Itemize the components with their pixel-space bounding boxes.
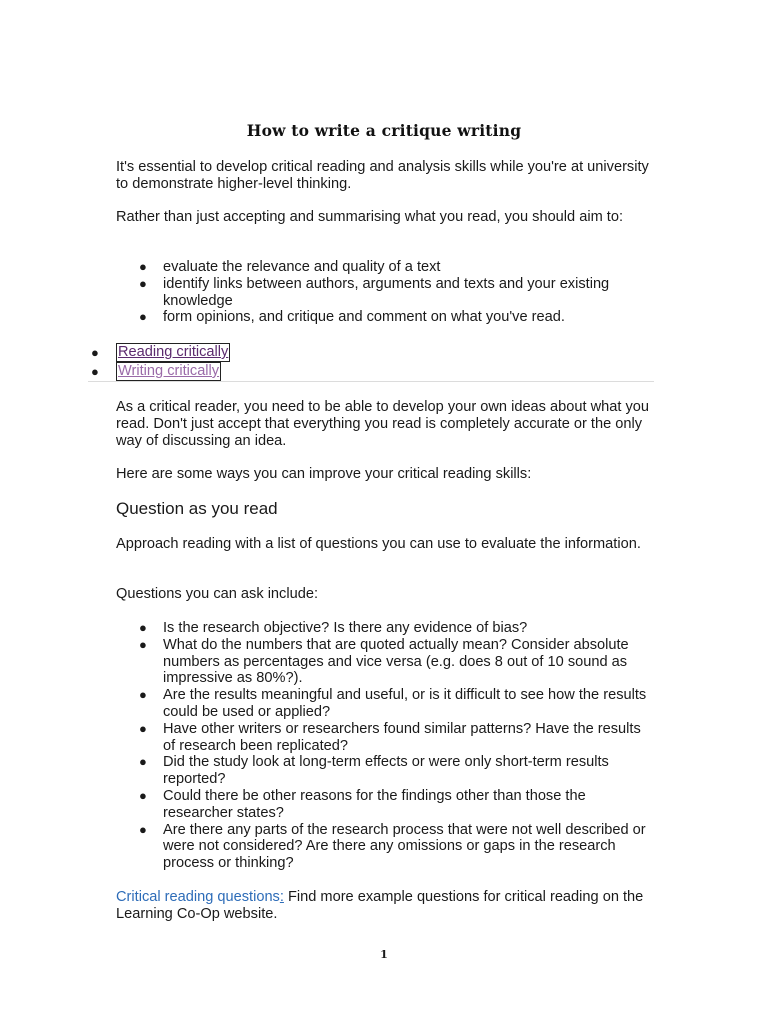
list-item: ● Are there any parts of the research process that were not well described or were not considered? Are there any omissions or gaps in the research process or thinking? bbox=[139, 821, 646, 872]
nav-link-row bbox=[88, 343, 658, 362]
intro-paragraph-1: It's essential to develop critical reading and analysis skills while you're at university to demonstrate higher-level thinking. bbox=[116, 159, 649, 192]
bullet-icon: ● bbox=[139, 754, 147, 770]
nav-links bbox=[88, 343, 658, 381]
aims-list bbox=[116, 259, 656, 326]
intro-paragraph-2: Rather than just accepting and summarising what you read, you should aim to: bbox=[116, 209, 624, 225]
document-title: How to write a critique writing bbox=[246, 121, 522, 140]
questions-list bbox=[116, 620, 656, 872]
list-item: ● What do the numbers that are quoted actually mean? Consider absolute numbers as percentages and vice versa (e.g. does 8 out of 10 sound as impressive as 80%?). bbox=[139, 636, 629, 687]
list-item: ● form opinions, and critique and comment on what you've read. bbox=[139, 309, 565, 326]
closing-paragraph: Critical reading questions: Find more example questions for critical reading on the Learning Co-Op website. bbox=[116, 889, 644, 922]
nav-link-row bbox=[88, 362, 658, 381]
body-paragraph-4: Questions you can ask include: bbox=[116, 586, 318, 602]
bullet-icon: ● bbox=[139, 275, 147, 291]
list-item: ● Are the results meaningful and useful, or is it difficult to see how the results could be used or applied? bbox=[139, 687, 647, 720]
bullet-icon: ● bbox=[139, 620, 147, 635]
list-item: ● Could there be other reasons for the findings other than those the researcher states? bbox=[139, 787, 586, 821]
section-heading: Question as you read bbox=[116, 499, 278, 518]
bullet-icon: ● bbox=[139, 821, 147, 837]
list-item: ● Did the study look at long-term effects or were only short-term results reported? bbox=[139, 754, 609, 788]
body-paragraph-1: As a critical reader, you need to be able to develop your own ideas about what you read. Don't just accept that everything you read is completely accurate or the only way of discussing an idea. bbox=[116, 399, 650, 449]
bullet-icon: ● bbox=[139, 787, 147, 803]
bullet-icon: ● bbox=[139, 259, 147, 274]
bullet-icon: ● bbox=[139, 309, 147, 325]
critical-reading-questions-link[interactable]: Critical reading questions: bbox=[116, 889, 284, 905]
list-item: ● identify links between authors, arguments and texts and your existing knowledge bbox=[139, 275, 610, 309]
bullet-icon: ● bbox=[139, 720, 147, 736]
list-item: ● Is the research objective? Is there any evidence of bias? bbox=[139, 620, 528, 636]
list-item: ● evaluate the relevance and quality of a text bbox=[139, 259, 441, 275]
writing-critically-link[interactable]: Writing critically bbox=[118, 363, 220, 379]
page-number: 1 bbox=[380, 948, 388, 961]
bullet-icon: ● bbox=[139, 636, 147, 652]
bullet-icon: ● bbox=[91, 364, 99, 379]
reading-critically-link[interactable]: Reading critically bbox=[118, 344, 229, 360]
bullet-icon: ● bbox=[91, 345, 99, 360]
bullet-icon: ● bbox=[139, 687, 147, 703]
body-paragraph-2: Here are some ways you can improve your critical reading skills: bbox=[116, 466, 532, 482]
divider bbox=[88, 381, 654, 382]
list-item: ● Have other writers or researchers found similar patterns? Have the results of research been replicated? bbox=[139, 720, 641, 754]
body-paragraph-3: Approach reading with a list of questions you can use to evaluate the information. bbox=[116, 536, 641, 552]
